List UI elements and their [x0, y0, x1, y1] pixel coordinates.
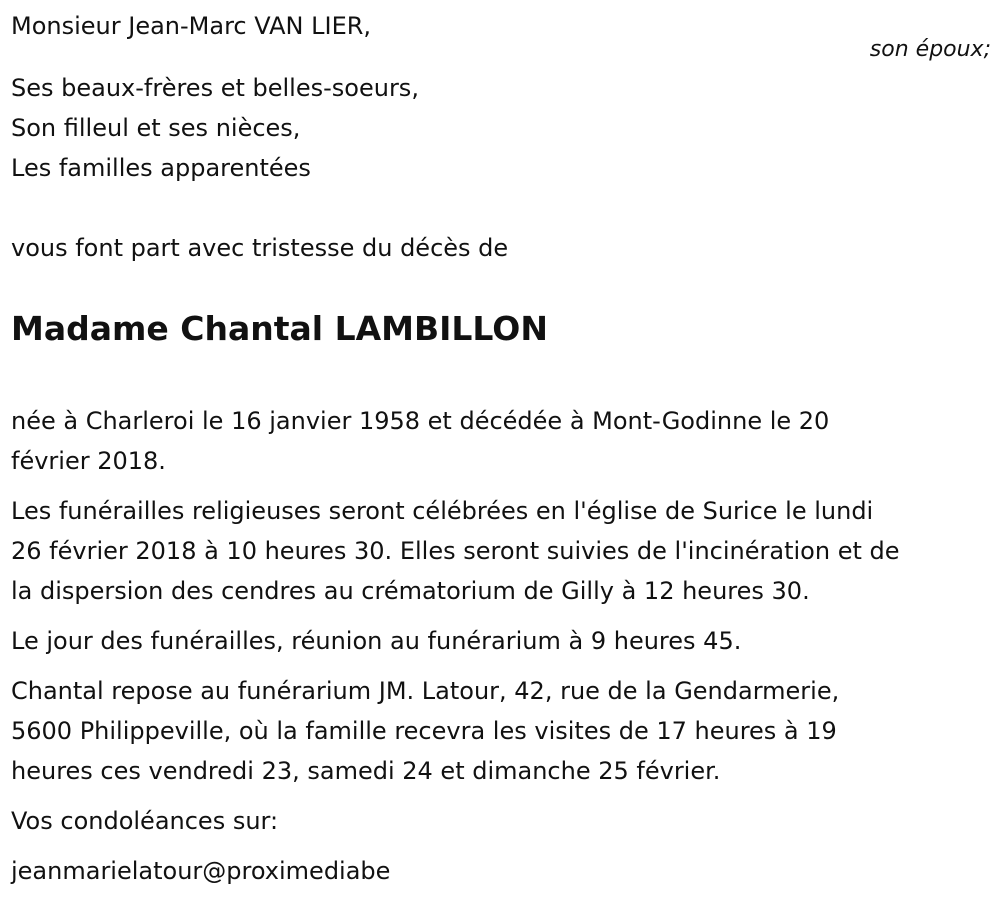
paragraph-line: Vos condoléances sur: — [11, 807, 279, 835]
spouse-role: son époux; — [869, 37, 991, 62]
email-text: jeanmarielatour@proximediabe — [11, 857, 391, 885]
paragraph-line: février 2018. — [11, 447, 166, 475]
deceased-name: Madame Chantal LAMBILLON — [11, 309, 548, 348]
meeting-paragraph — [11, 621, 991, 661]
funeral-paragraph — [11, 491, 991, 611]
paragraph-line: Chantal repose au funérarium JM. Latour, 42, rue de la Gendarmerie, — [11, 677, 840, 705]
family-line: Son filleul et ses nièces, — [11, 114, 301, 142]
paragraph-line: née à Charleroi le 16 janvier 1958 et décédée à Mont-Godinne le 20 — [11, 407, 830, 435]
visits-paragraph — [11, 671, 991, 791]
condolences-label — [11, 801, 991, 841]
paragraph-line: Les funérailles religieuses seront célébrées en l'église de Surice le lundi — [11, 497, 874, 525]
header-row — [11, 0, 991, 62]
family-line: Ses beaux-frères et belles-soeurs, — [11, 74, 419, 102]
family-line: Les familles apparentées — [11, 154, 311, 182]
birth-death-paragraph — [11, 401, 991, 481]
family-list — [11, 68, 991, 188]
condolences-email — [11, 851, 991, 891]
paragraph-line: heures ces vendredi 23, samedi 24 et dimanche 25 février. — [11, 757, 721, 785]
announcement: vous font part avec tristesse du décès de — [11, 234, 509, 262]
obituary-notice — [11, 0, 991, 891]
paragraph-line: 26 février 2018 à 10 heures 30. Elles seront suivies de l'incinération et de — [11, 537, 900, 565]
paragraph-line: la dispersion des cendres au crématorium de Gilly à 12 heures 30. — [11, 577, 810, 605]
paragraph-line: 5600 Philippeville, où la famille recevra les visites de 17 heures à 19 — [11, 717, 837, 745]
paragraph-line: Le jour des funérailles, réunion au funérarium à 9 heures 45. — [11, 627, 742, 655]
spouse-name: Monsieur Jean-Marc VAN LIER, — [11, 12, 372, 40]
